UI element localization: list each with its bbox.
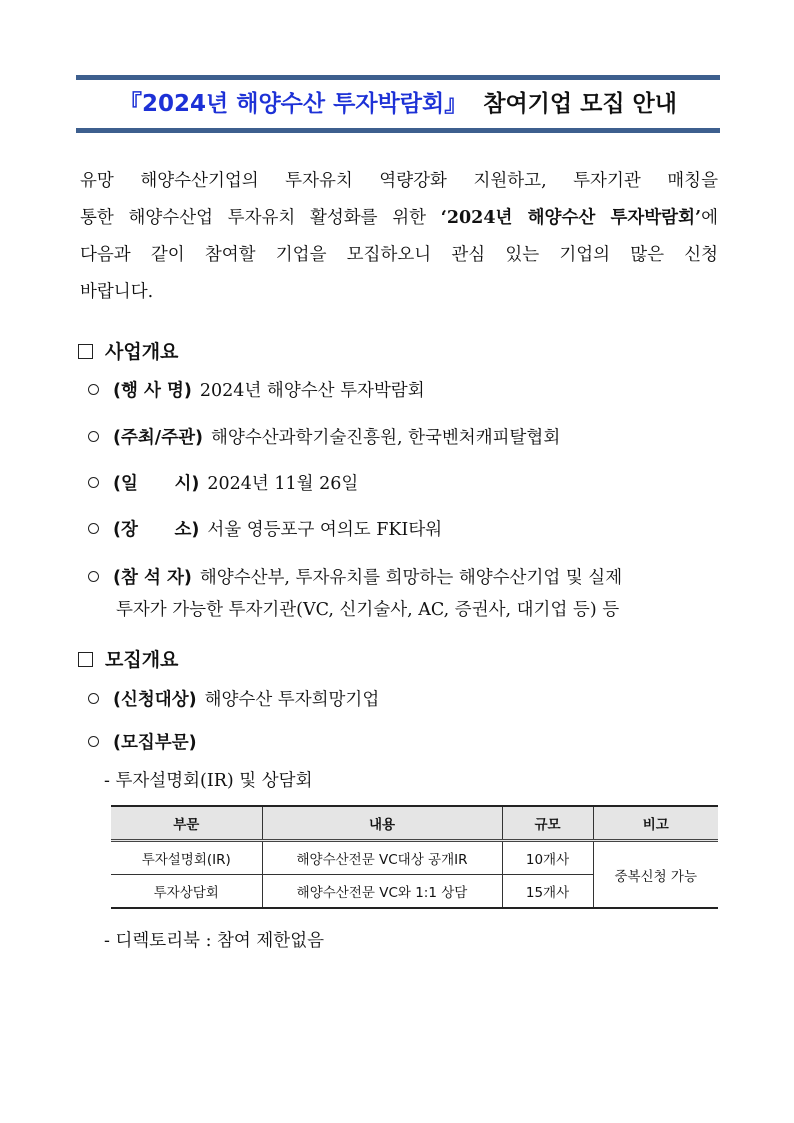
circle-bullet-icon [88, 523, 99, 534]
recruit-table [111, 805, 718, 909]
overview-item-host [88, 422, 720, 454]
section-recruit-title: 모집개요 [105, 649, 179, 671]
item-value: 2024년 11월 26일 [207, 474, 359, 494]
intro-line-1: 유망 해양수산기업의 투자유치 역량강화 지원하고, 투자기관 매칭을 [80, 171, 718, 191]
table-header-scale: 규모 [502, 806, 593, 841]
table-cell-note: 중복신청 가능 [593, 841, 718, 909]
circle-bullet-icon [88, 736, 99, 747]
checkbox-square-icon [78, 344, 93, 359]
overview-item-attendees [88, 562, 720, 626]
section-overview-heading [78, 337, 178, 364]
item-label: (모집부문) [113, 733, 197, 753]
title-event-name: 『2024년 해양수산 투자박람회』 [119, 91, 468, 117]
recruit-item-category [88, 727, 720, 759]
table-cell-content: 해양수산전문 VC와 1:1 상담 [262, 875, 502, 909]
table-header-note: 비고 [593, 806, 718, 841]
intro-paragraph [80, 163, 718, 311]
table-cell-content: 해양수산전문 VC대상 공개IR [262, 841, 502, 875]
table-header-content: 내용 [262, 806, 502, 841]
intro-event-highlight: ‘2024년 해양수산 투자박람회’ [440, 208, 702, 228]
circle-bullet-icon [88, 384, 99, 395]
title-rule-top [76, 75, 720, 80]
intro-line-2-post: 에 [701, 208, 718, 228]
intro-line-2 [80, 200, 718, 237]
table-cell-category: 투자상담회 [111, 875, 262, 909]
checkbox-square-icon [78, 652, 93, 667]
item-value-continued: 투자가 가능한 투자기관(VC, 신기술사, AC, 증권사, 대기업 등) 등 [116, 600, 620, 620]
intro-line-3: 다음과 같이 참여할 기업을 모집하오니 관심 있는 기업의 많은 신청 [80, 245, 718, 265]
item-label: (행 사 명) [113, 381, 192, 401]
item-label: (주최/주관) [113, 428, 204, 448]
recruit-item-target [88, 684, 720, 716]
item-label: (참 석 자) [113, 568, 192, 588]
item-value: 서울 영등포구 여의도 FKI타워 [207, 520, 443, 540]
table-header-row [111, 806, 718, 841]
overview-item-date [88, 468, 720, 500]
item-label: (일 시) [113, 474, 200, 494]
title-rule-bottom [76, 128, 720, 133]
item-value: 해양수산 투자희망기업 [204, 690, 380, 710]
circle-bullet-icon [88, 431, 99, 442]
table-header-category: 부문 [111, 806, 262, 841]
intro-line-2-pre: 통한 해양수산업 투자유치 활성화를 위한 [80, 208, 441, 228]
recruit-sub-directory: - 디렉토리북 : 참여 제한없음 [104, 931, 325, 951]
section-overview-title: 사업개요 [105, 341, 179, 363]
item-value: 2024년 해양수산 투자박람회 [199, 381, 425, 401]
circle-bullet-icon [88, 693, 99, 704]
table-cell-category: 투자설명회(IR) [111, 841, 262, 875]
overview-item-venue [88, 514, 720, 546]
title-box [76, 75, 720, 133]
table-row [111, 841, 718, 875]
page-title [76, 85, 720, 118]
item-label: (신청대상) [113, 690, 197, 710]
item-value: 해양수산과학기술진흥원, 한국벤처캐피탈협회 [211, 428, 561, 448]
overview-item-event-name [88, 375, 720, 407]
circle-bullet-icon [88, 477, 99, 488]
recruit-sub-ir: - 투자설명회(IR) 및 상담회 [104, 771, 313, 791]
section-recruit-heading [78, 645, 178, 672]
item-label: (장 소) [113, 520, 200, 540]
item-value: 해양수산부, 투자유치를 희망하는 해양수산기업 및 실제 [199, 568, 623, 588]
table-cell-scale: 10개사 [502, 841, 593, 875]
table-cell-scale: 15개사 [502, 875, 593, 909]
circle-bullet-icon [88, 571, 99, 582]
title-subject: 참여기업 모집 안내 [483, 91, 677, 117]
intro-line-4: 바랍니다. [80, 282, 154, 302]
